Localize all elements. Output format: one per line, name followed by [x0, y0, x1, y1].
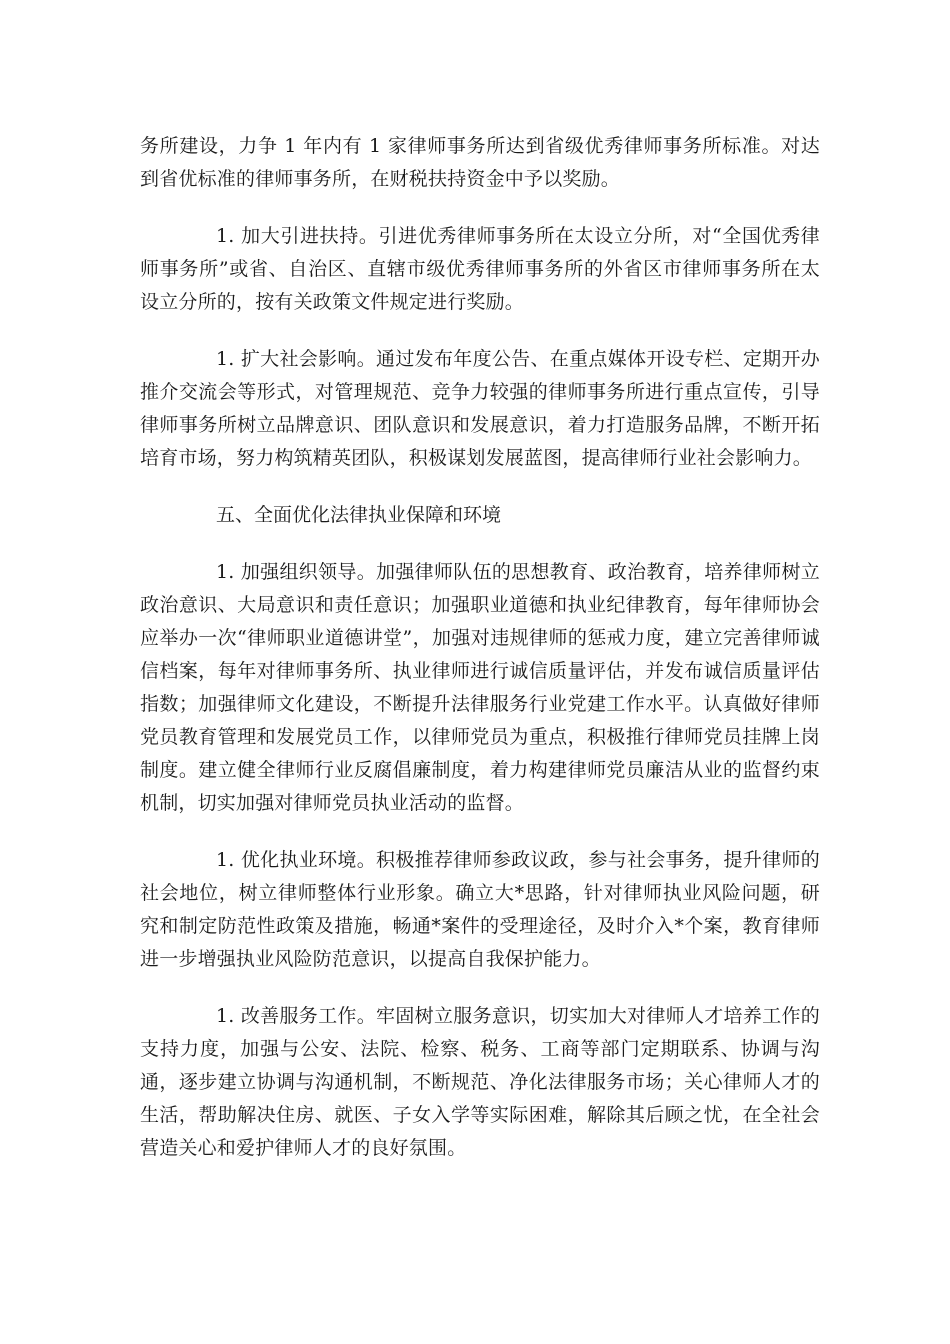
paragraph-social-influence: 1. 扩大社会影响。通过发布年度公告、在重点媒体开设专栏、定期开办推介交流会等形式，对管理规范、竞争力较强的律师事务所进行重点宣传，引导律师事务所树立品牌意识、团队意识和发展意识，着力打造服务品牌，不断开拓培育市场，努力构筑精英团队，积极谋划发展蓝图，提高律师行业社会影响力。: [140, 348, 820, 469]
document-body: [140, 130, 820, 1189]
paragraph-organizational-leadership: 1. 加强组织领导。加强律师队伍的思想教育、政治教育，培养律师树立政治意识、大局意识和责任意识；加强职业道德和执业纪律教育，每年律师协会应举办一次“律师职业道德讲堂”，加强对违规律师的惩戒力度，建立完善律师诚信档案，每年对律师事务所、执业律师进行诚信质量评估，并发布诚信质量评估指数；加强律师文化建设，不断提升法律服务行业党建工作水平。认真做好律师党员教育管理和发展党员工作，以律师党员为重点，积极推行律师党员挂牌上岗制度。建立健全律师行业反腐倡廉制度，着力构建律师党员廉洁从业的监督约束机制，切实加强对律师党员执业活动的监督。: [140, 561, 820, 814]
paragraph-practice-environment: 1. 优化执业环境。积极推荐律师参政议政，参与社会事务，提升律师的社会地位，树立律师整体行业形象。确立大*思路，针对律师执业风险问题，研究和制定防范性政策及措施，畅通*案件的受理途径，及时介入*个案，教育律师进一步增强执业风险防范意识，以提高自我保护能力。: [140, 849, 820, 970]
paragraph-introduction-support: 1. 加大引进扶持。引进优秀律师事务所在太设立分所，对“全国优秀律师事务所”或省、自治区、直辖市级优秀律师事务所的外省区市律师事务所在太设立分所的，按有关政策文件规定进行奖励。: [140, 225, 820, 313]
paragraph-continuation: 务所建设，力争 1 年内有 1 家律师事务所达到省级优秀律师事务所标准。对达到省优标准的律师事务所，在财税扶持资金中予以奖励。: [140, 135, 820, 190]
section-heading: 五、全面优化法律执业保障和环境: [216, 504, 502, 526]
paragraph-service-work: 1. 改善服务工作。牢固树立服务意识，切实加大对律师人才培养工作的支持力度，加强与公安、法院、检察、税务、工商等部门定期联系、协调与沟通，逐步建立协调与沟通机制，不断规范、净化法律服务市场；关心律师人才的生活，帮助解决住房、就医、子女入学等实际困难，解除其后顾之忧，在全社会营造关心和爱护律师人才的良好氛围。: [140, 1005, 820, 1159]
